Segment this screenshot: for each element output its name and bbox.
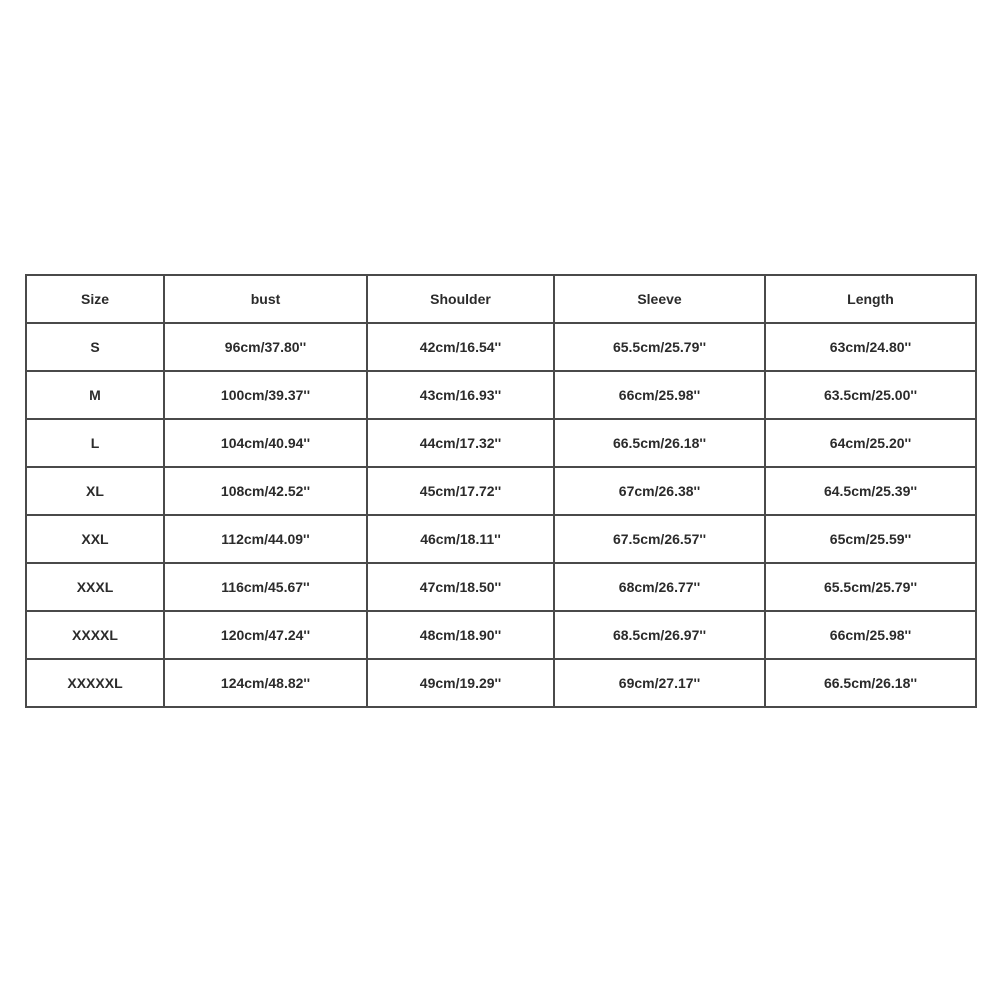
cell-size: XL: [26, 467, 164, 515]
cell-sleeve: 66cm/25.98'': [554, 371, 765, 419]
cell-size: XXXXL: [26, 611, 164, 659]
header-row: [26, 275, 976, 323]
cell-sleeve: 68cm/26.77'': [554, 563, 765, 611]
cell-sleeve: 67.5cm/26.57'': [554, 515, 765, 563]
table-row: [26, 659, 976, 707]
cell-size: L: [26, 419, 164, 467]
cell-shoulder: 42cm/16.54'': [367, 323, 554, 371]
table-header: [26, 275, 976, 323]
cell-sleeve: 69cm/27.17'': [554, 659, 765, 707]
cell-bust: 104cm/40.94'': [164, 419, 367, 467]
cell-shoulder: 46cm/18.11'': [367, 515, 554, 563]
cell-shoulder: 43cm/16.93'': [367, 371, 554, 419]
cell-size: XXL: [26, 515, 164, 563]
table-row: [26, 563, 976, 611]
cell-sleeve: 65.5cm/25.79'': [554, 323, 765, 371]
cell-length: 65cm/25.59'': [765, 515, 976, 563]
header-size: Size: [26, 275, 164, 323]
header-length: Length: [765, 275, 976, 323]
cell-shoulder: 48cm/18.90'': [367, 611, 554, 659]
cell-bust: 120cm/47.24'': [164, 611, 367, 659]
cell-sleeve: 68.5cm/26.97'': [554, 611, 765, 659]
cell-sleeve: 67cm/26.38'': [554, 467, 765, 515]
cell-sleeve: 66.5cm/26.18'': [554, 419, 765, 467]
cell-bust: 100cm/39.37'': [164, 371, 367, 419]
table-row: [26, 611, 976, 659]
cell-size: M: [26, 371, 164, 419]
table-row: [26, 371, 976, 419]
table-row: [26, 515, 976, 563]
table-row: [26, 419, 976, 467]
cell-length: 64cm/25.20'': [765, 419, 976, 467]
cell-length: 66cm/25.98'': [765, 611, 976, 659]
cell-shoulder: 47cm/18.50'': [367, 563, 554, 611]
header-shoulder: Shoulder: [367, 275, 554, 323]
cell-bust: 108cm/42.52'': [164, 467, 367, 515]
cell-bust: 116cm/45.67'': [164, 563, 367, 611]
table-row: [26, 467, 976, 515]
cell-shoulder: 49cm/19.29'': [367, 659, 554, 707]
cell-size: XXXXXL: [26, 659, 164, 707]
cell-length: 66.5cm/26.18'': [765, 659, 976, 707]
cell-length: 63cm/24.80'': [765, 323, 976, 371]
size-chart-table: [25, 274, 977, 708]
cell-length: 65.5cm/25.79'': [765, 563, 976, 611]
cell-bust: 96cm/37.80'': [164, 323, 367, 371]
cell-shoulder: 44cm/17.32'': [367, 419, 554, 467]
cell-bust: 112cm/44.09'': [164, 515, 367, 563]
cell-length: 63.5cm/25.00'': [765, 371, 976, 419]
cell-length: 64.5cm/25.39'': [765, 467, 976, 515]
table-row: [26, 323, 976, 371]
header-bust: bust: [164, 275, 367, 323]
table-body: [26, 323, 976, 707]
cell-shoulder: 45cm/17.72'': [367, 467, 554, 515]
cell-bust: 124cm/48.82'': [164, 659, 367, 707]
header-sleeve: Sleeve: [554, 275, 765, 323]
cell-size: XXXL: [26, 563, 164, 611]
cell-size: S: [26, 323, 164, 371]
